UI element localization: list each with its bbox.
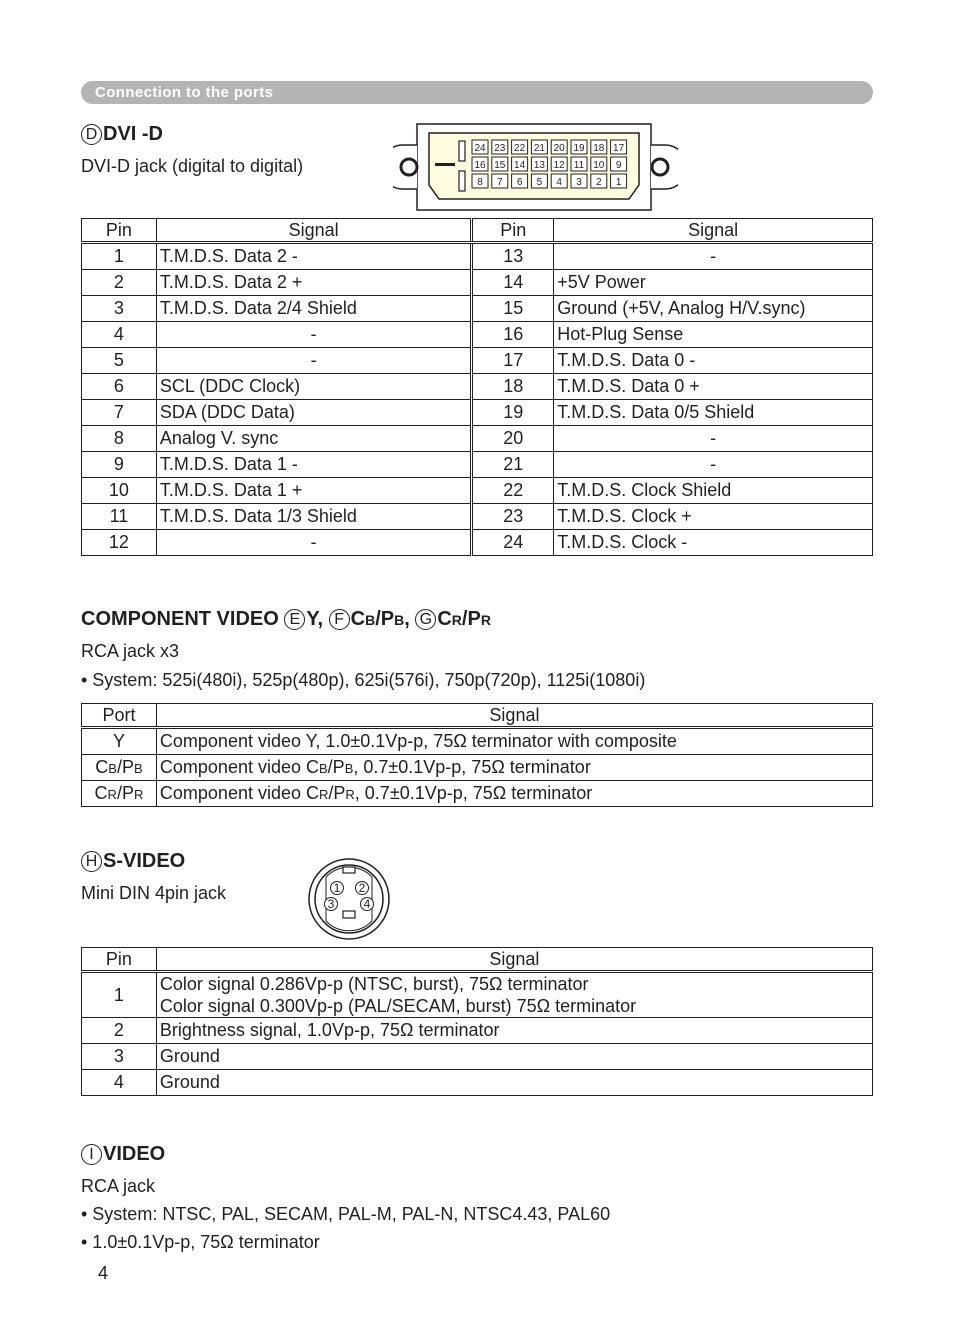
signal-text: /P (328, 783, 346, 803)
label-comma: , (404, 608, 410, 630)
dvi-subtitle: DVI-D jack (digital to digital) (81, 156, 304, 176)
marker-g: G (415, 609, 436, 630)
dvi-pin-label: 10 (593, 160, 605, 171)
port-cell (82, 755, 157, 781)
marker-h: H (81, 851, 102, 872)
signal-cell (156, 781, 872, 807)
table-row (82, 530, 873, 556)
dvi-pin-table (81, 218, 873, 556)
signal-cell: - (156, 322, 472, 348)
signal-cell: T.M.D.S. Data 1 + (156, 478, 472, 504)
port-cell: Y (82, 728, 157, 755)
port-sub: R (107, 787, 117, 802)
signal-cell: T.M.D.S. Data 1 - (156, 452, 472, 478)
pin-cell: 19 (472, 400, 554, 426)
pin-cell: 13 (472, 243, 554, 270)
pin-cell: 24 (472, 530, 554, 556)
dvi-pin-label: 1 (615, 177, 622, 188)
table-row (82, 400, 873, 426)
dvi-pin-label: 24 (474, 143, 486, 154)
header-signal: Signal (156, 219, 472, 243)
table-row (82, 348, 873, 374)
din-pin-3: 3 (327, 897, 335, 911)
signal-sub: B (319, 761, 328, 776)
din-pin-1: 1 (333, 881, 341, 895)
dvi-pin-label: 16 (474, 160, 486, 171)
page-number: 4 (98, 1263, 109, 1283)
pin-cell: 4 (82, 1070, 157, 1096)
signal-cell: T.M.D.S. Data 0/5 Shield (554, 400, 873, 426)
port-text: /P (116, 757, 134, 777)
table-header-row (82, 704, 873, 728)
label-cb-sub: B (365, 612, 376, 628)
pin-cell: 8 (82, 426, 157, 452)
signal-text: /P (327, 757, 345, 777)
table-row (82, 270, 873, 296)
video-title: VIDEO (103, 1143, 166, 1165)
header-signal: Signal (156, 704, 872, 728)
pin-cell: 17 (472, 348, 554, 374)
signal-cell: Analog V. sync (156, 426, 472, 452)
signal-cell: Ground (+5V, Analog H/V.sync) (554, 296, 873, 322)
pin-cell: 1 (82, 972, 157, 1018)
pin-cell: 3 (82, 1044, 157, 1070)
header-pin: Pin (82, 219, 157, 243)
dvi-pin-label: 9 (615, 160, 622, 171)
signal-cell: T.M.D.S. Data 0 + (554, 374, 873, 400)
pin-cell: 4 (82, 322, 157, 348)
component-table (81, 703, 873, 807)
port-text: C (95, 757, 109, 777)
signal-sub: R (345, 787, 355, 802)
signal-cell: T.M.D.S. Data 2/4 Shield (156, 296, 472, 322)
signal-cell: - (156, 530, 472, 556)
dvi-pin-label: 13 (533, 160, 545, 171)
dvi-pin-label: 18 (593, 143, 605, 154)
pin-cell: 23 (472, 504, 554, 530)
signal-cell: T.M.D.S. Data 0 - (554, 348, 873, 374)
component-heading (81, 608, 491, 631)
dvi-pin-label: 5 (536, 177, 543, 188)
svideo-table (81, 947, 873, 1096)
signal-cell: T.M.D.S. Data 1/3 Shield (156, 504, 472, 530)
signal-cell: T.M.D.S. Clock Shield (554, 478, 873, 504)
signal-cell: T.M.D.S. Data 2 - (156, 243, 472, 270)
label-cr: C (437, 608, 452, 630)
signal-cell: T.M.D.S. Clock - (554, 530, 873, 556)
pin-cell: 6 (82, 374, 157, 400)
port-sub: B (133, 761, 143, 776)
header-signal: Signal (554, 219, 873, 243)
table-row (82, 1044, 873, 1070)
pin-cell: 21 (472, 452, 554, 478)
dvi-pin-label: 11 (573, 160, 585, 171)
dvi-pin-label: 2 (596, 177, 602, 188)
dvi-pin-label: 8 (477, 177, 483, 188)
table-row (82, 243, 873, 270)
dvi-pin-label: 12 (553, 160, 565, 171)
signal-line: Color signal 0.286Vp-p (NTSC, burst), 75Ω terminator (159, 974, 589, 994)
pin-cell: 5 (82, 348, 157, 374)
table-row (82, 478, 873, 504)
signal-sub: B (344, 761, 354, 776)
video-subtitle: RCA jack (81, 1176, 156, 1196)
signal-text: Component video C (159, 783, 319, 803)
svideo-heading (81, 850, 185, 873)
header-port: Port (82, 704, 157, 728)
table-header-row (82, 219, 873, 243)
signal-cell: T.M.D.S. Clock + (554, 504, 873, 530)
signal-sub: R (319, 787, 329, 802)
pin-cell: 16 (472, 322, 554, 348)
table-row (82, 781, 873, 807)
signal-cell: Component video Y, 1.0±0.1Vp-p, 75Ω terminator with composite (156, 728, 872, 755)
table-row (82, 374, 873, 400)
signal-cell: - (554, 426, 873, 452)
label-pb: /P (375, 608, 395, 630)
label-cr-sub: R (451, 612, 462, 628)
dvi-pin-label: 7 (497, 177, 503, 188)
dvi-pin-label: 20 (553, 143, 565, 154)
component-system: • System: 525i(480i), 525p(480p), 625i(576i), 750p(720p), 1125i(1080i) (81, 670, 646, 690)
label-y: Y, (306, 608, 324, 630)
video-spec: • 1.0±0.1Vp-p, 75Ω terminator (81, 1232, 320, 1252)
table-row (82, 426, 873, 452)
dvi-pin-label: 4 (556, 177, 562, 188)
marker-i: I (81, 1144, 102, 1165)
table-row (82, 296, 873, 322)
dvi-title: DVI -D (103, 123, 163, 145)
pin-cell: 11 (82, 504, 157, 530)
label-pb-sub: B (394, 612, 405, 628)
table-row (82, 504, 873, 530)
signal-cell: SDA (DDC Data) (156, 400, 472, 426)
pin-cell: 15 (472, 296, 554, 322)
dvi-pin-label: 6 (516, 177, 523, 188)
component-title: COMPONENT VIDEO (81, 608, 279, 630)
signal-cell: - (554, 452, 873, 478)
svideo-subtitle: Mini DIN 4pin jack (81, 883, 227, 903)
port-cell (82, 781, 157, 807)
signal-cell: Ground (156, 1044, 872, 1070)
din-pin-4: 4 (363, 897, 371, 911)
dvi-pin-label: 3 (576, 177, 582, 188)
dvi-pin-label: 21 (533, 143, 545, 154)
svideo-title: S-VIDEO (103, 850, 186, 872)
dvi-pin-label: 19 (573, 143, 585, 154)
pin-cell: 2 (82, 270, 157, 296)
dvi-pin-label: 17 (613, 143, 625, 154)
pin-cell: 22 (472, 478, 554, 504)
table-row (82, 322, 873, 348)
marker-f: F (329, 609, 350, 630)
signal-cell: - (554, 243, 873, 270)
signal-cell: T.M.D.S. Data 2 + (156, 270, 472, 296)
signal-cell: - (156, 348, 472, 374)
pin-cell: 2 (82, 1018, 157, 1044)
table-row (82, 972, 873, 1018)
signal-cell: +5V Power (554, 270, 873, 296)
signal-cell: Hot-Plug Sense (554, 322, 873, 348)
header-pin: Pin (82, 948, 157, 972)
signal-cell (156, 755, 872, 781)
signal-text: , 0.7±0.1Vp-p, 75Ω terminator (353, 757, 591, 777)
dvi-pin-label: 22 (514, 143, 526, 154)
label-cb: C (350, 608, 366, 630)
pin-cell: 9 (82, 452, 157, 478)
pin-cell: 18 (472, 374, 554, 400)
pin-cell: 10 (82, 478, 157, 504)
signal-cell: Ground (156, 1070, 872, 1096)
video-system: • System: NTSC, PAL, SECAM, PAL-M, PAL-N, NTSC4.43, PAL60 (81, 1204, 611, 1224)
dvi-heading (81, 123, 163, 146)
mini-din-connector-diagram (306, 857, 392, 941)
pin-cell: 7 (82, 400, 157, 426)
table-row (82, 1018, 873, 1044)
dvi-connector-diagram (393, 123, 678, 213)
label-pr-sub: R (480, 612, 491, 628)
video-heading (81, 1143, 165, 1166)
dvi-pin-label: 15 (494, 160, 506, 171)
port-sub: R (133, 787, 144, 802)
pin-cell: 14 (472, 270, 554, 296)
table-row (82, 1070, 873, 1096)
pin-cell: 12 (82, 530, 157, 556)
signal-line: Color signal 0.300Vp-p (PAL/SECAM, burst) 75Ω terminator (159, 996, 637, 1016)
table-header-row (82, 948, 873, 972)
marker-d: D (81, 124, 102, 145)
banner-label: Connection to the ports (95, 84, 274, 101)
port-text: C (94, 783, 108, 803)
pin-cell: 3 (82, 296, 157, 322)
table-row (82, 452, 873, 478)
port-text: /P (116, 783, 134, 803)
pin-cell: 1 (82, 243, 157, 270)
signal-cell (156, 972, 872, 1018)
header-signal: Signal (156, 948, 872, 972)
port-sub: B (108, 761, 117, 776)
signal-cell: SCL (DDC Clock) (156, 374, 472, 400)
signal-cell: Brightness signal, 1.0Vp-p, 75Ω terminator (156, 1018, 872, 1044)
table-row (82, 755, 873, 781)
header-pin: Pin (472, 219, 554, 243)
din-pin-2: 2 (358, 881, 366, 895)
label-pr: /P (461, 608, 481, 630)
section-banner (81, 81, 873, 104)
signal-text: , 0.7±0.1Vp-p, 75Ω terminator (354, 783, 593, 803)
component-subtitle: RCA jack x3 (81, 641, 180, 661)
marker-e: E (284, 609, 305, 630)
dvi-pin-label: 23 (494, 143, 506, 154)
table-row (82, 728, 873, 755)
signal-text: Component video C (159, 757, 319, 777)
dvi-pin-label: 14 (514, 160, 526, 171)
pin-cell: 20 (472, 426, 554, 452)
